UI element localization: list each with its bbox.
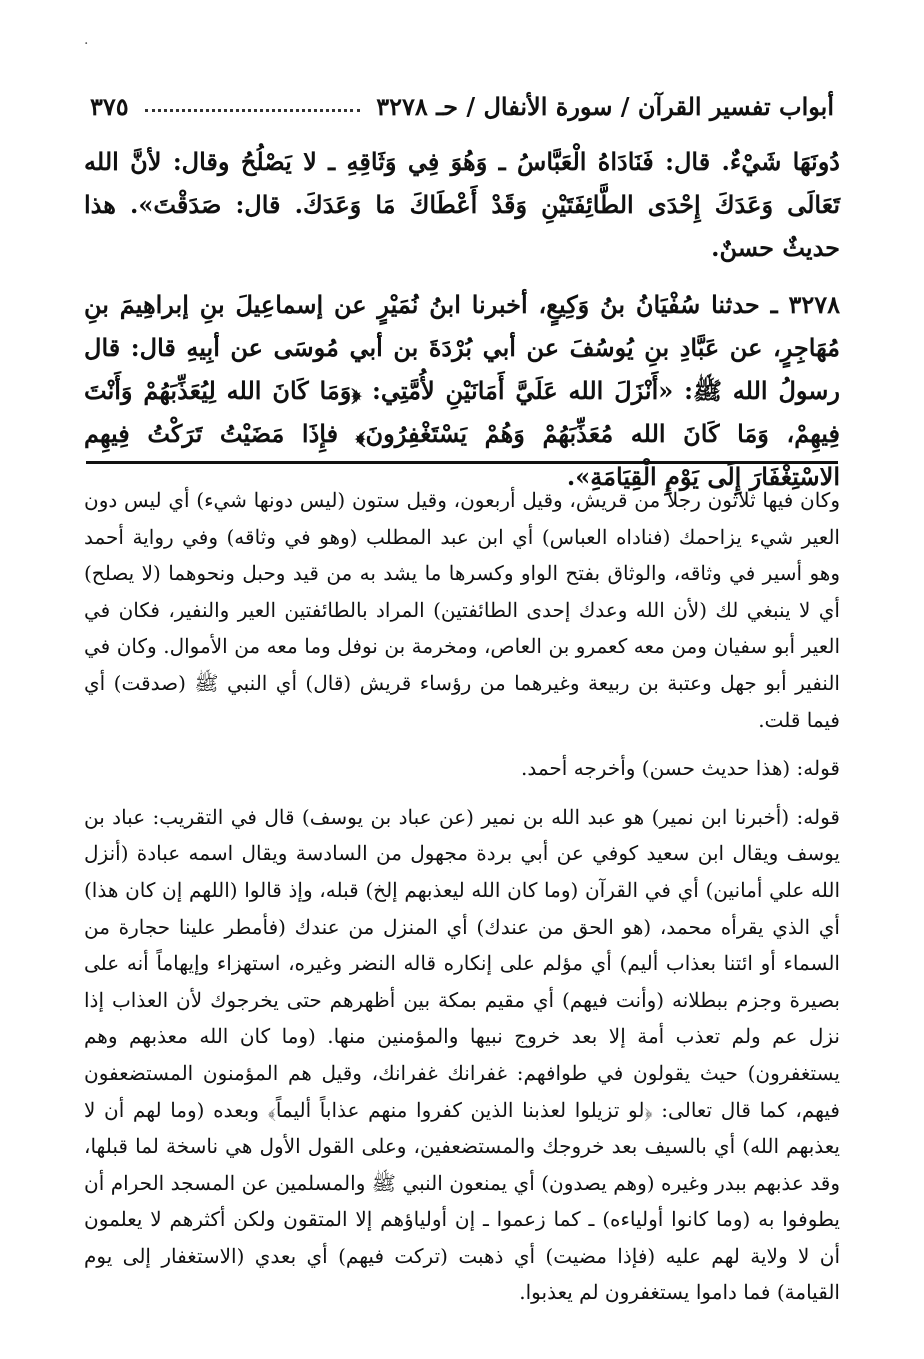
header-dot-leader xyxy=(145,109,361,112)
commentary-paragraph: وكان فيها ثلاثون رجلاً من قريش، وقيل أربعون، وقيل ستون (ليس دونها شيء) أي ليس دون العير شيء يزاحمك (فناداه العباس) أي ابن عبد المطلب (وهو في وثاقه) وفي رواية أحمد وهو أسير في وثاقه، والوثاق بفتح الواو وكسرها ما يشد به من قيد وحبل ونحوهما (لا يصلح) أي لا ينبغي لك (لأن الله وعدك إحدى الطائفتين) المراد بالطائفتين العير والنفير، فكان في العير أبو سفيان ومن معه كعمرو بن العاص، ومخرمة بن نوفل وما معه من الأموال. وكان في النفير أبو جهل وعتبة بن ربيعة وغيرهما من رؤساء قريش (قال) أي النبي ﷺ (صدقت) أي فيما قلت. xyxy=(84,488,840,732)
hadith-paragraph: ٣٢٧٨ ـ حدثنا سُفْيَانُ بنُ وَكِيعٍ، أخبرنا ابنُ نُمَيْرٍ عن إسماعِيلَ بنِ إبراهِيمَ بنِ مُهَاجِرٍ، عن عَبَّادِ بنِ يُوسُفَ عن أبي بُرْدَةَ بن أبي مُوسَى عن أبِيهِ قال: قال رسولُ الله ﷺ: «أَنْزَلَ الله عَلَيَّ أَمَانَيْنِ لأُمَّتِي: ﴿وَمَا كَانَ الله لِيُعَذِّبَهُمْ وَأَنْتَ فِيهِمْ، وَمَا كَانَ الله مُعَذِّبَهُمْ وَهُمْ يَسْتَغْفِرُونَ﴾ فإِذَا مَضَيْتُ تَرَكْتُ فِيهِم الاسْتِغْفَارَ إِلَى يَوْمِ الْقِيَامَةِ». xyxy=(84,290,840,491)
section-divider xyxy=(86,461,838,464)
scan-mark: · xyxy=(84,36,89,52)
commentary-text xyxy=(84,482,840,1311)
hadith-paragraph: دُونَهَا شَيْءٌ. قال: فَنَادَاهُ الْعَبَّاسُ ـ وَهُوَ فِي وَثَاقِهِ ـ لا يَصْلُحُ وقال: لأنَّ الله تَعَالَى وَعَدَكَ إِحْدَى الطَّائِفَتَيْنِ وَقَدْ أَعْطَاكَ مَا وَعَدَكَ. قال: صَدَقْتَ». هذا حديثٌ حسنٌ. xyxy=(84,147,840,262)
hadith-text xyxy=(84,140,840,498)
page-header xyxy=(90,86,834,126)
page-number: ٣٧٥ xyxy=(90,91,129,121)
commentary-paragraph: قوله: (أخبرنا ابن نمير) هو عبد الله بن نمير (عن عباد بن يوسف) قال في التقريب: عباد بن يوسف ويقال ابن سعيد كوفي عن أبي بردة مجهول من السادسة ويقال اسمه عبادة (أنزل الله علي أمانين) أي في القرآن (وما كان الله ليعذبهم إلخ) قبله، وإذ قالوا (اللهم إن كان هذا) أي الذي يقرأه محمد، (هو الحق من عندك) أي المنزل من عندك (فأمطر علينا حجارة من السماء أو ائتنا بعذاب أليم) أي مؤلم على إنكاره قاله النضر وغيره، استهزاء وإيهاماً أنه على بصيرة وجزم ببطلانه (وأنت فيهم) أي مقيم بمكة بين أظهرهم حتى يخرجوك لأن العذاب إذا نزل عم ولم تعذب أمة إلا بعد خروج نبيها والمؤمنين منها. (وما كان الله معذبهم وهم يستغفرون) حيث يقولون في طوافهم: غفرانك غفرانك، وقيل هم المؤمنون المستضعفون فيهم، كما قال تعالى: ﴿لو تزيلوا لعذبنا الذين كفروا منهم عذاباً أليماً﴾ وبعده (وما لهم أن لا يعذبهم الله) أي بالسيف بعد خروجك والمستضعفين، وعلى القول الأول هي ناسخة لما قبلها، وقد عذبهم ببدر وغيره (وهم يصدون) أي يمنعون النبي ﷺ والمسلمين عن المسجد الحرام أن يطوفوا به (وما كانوا أولياءه) ـ كما زعموا ـ إن أولياؤهم إلا المتقون ولكن أكثرهم لا يعلمون أن لا ولاية لهم عليه (فإذا مضيت) أي ذهبت (تركت فيهم) أي بعدي (الاستغفار إلى يوم القيامة) فما داموا يستغفرون لم يعذبوا. xyxy=(84,804,841,1305)
commentary-paragraph: قوله: (هذا حديث حسن) وأخرجه أحمد. xyxy=(521,756,840,781)
running-title: أبواب تفسير القرآن / سورة الأنفال / حـ ٣٢٧٨ xyxy=(376,91,834,121)
